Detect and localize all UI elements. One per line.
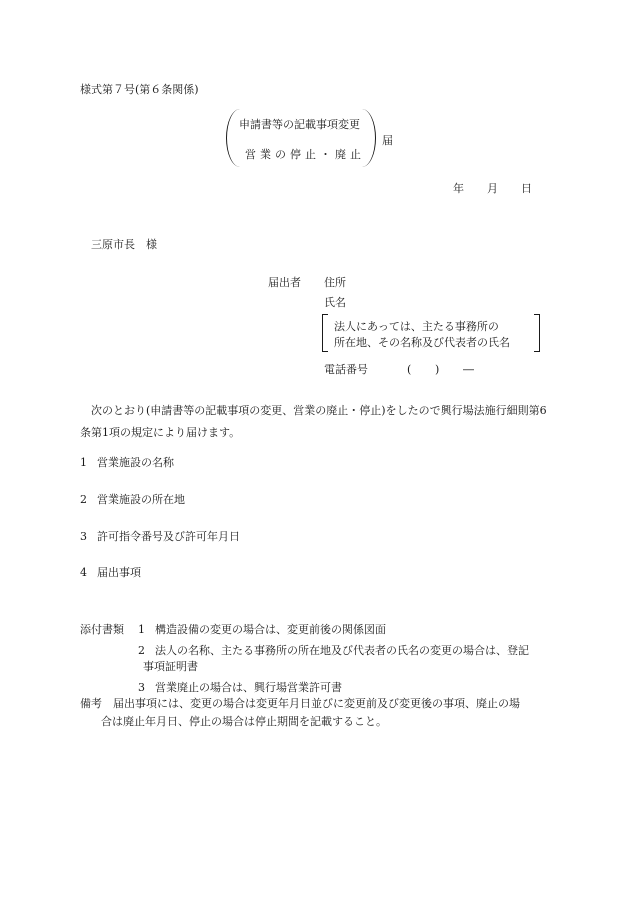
body-text: 次のとおり(申請書等の記載事項の変更、営業の廃止・停止)をしたので興行場法施行細則第6条第1項の規定により届けます。 bbox=[80, 404, 547, 439]
title-line-change: 申請書等の記載事項変更 bbox=[239, 118, 360, 131]
phone-open-paren: ( bbox=[407, 363, 412, 376]
date-month: 月 bbox=[487, 182, 498, 195]
addressee: 三原市長 様 bbox=[91, 238, 157, 251]
item-number: 2 bbox=[80, 493, 87, 506]
item-label: 届出事項 bbox=[97, 566, 141, 579]
item-number: 3 bbox=[80, 530, 87, 543]
date-year: 年 bbox=[453, 182, 464, 195]
attachment-text: 法人の名称、主たる事務所の所在地及び代表者の氏名の変更の場合は、登記 bbox=[155, 644, 529, 657]
attachment-text: 営業廃止の場合は、興行場営業許可書 bbox=[155, 681, 342, 694]
phone-close-paren: ) bbox=[435, 363, 440, 376]
form-number: 様式第７号(第６条関係) bbox=[80, 83, 199, 96]
remarks-label: 備考 bbox=[80, 697, 102, 710]
applicant-label: 届出者 bbox=[268, 276, 301, 289]
attachment-number: 1 bbox=[138, 623, 145, 636]
item-number: 4 bbox=[80, 566, 87, 579]
title-line-suspend: 営業の停止・廃止 bbox=[245, 148, 365, 161]
address-label: 住所 bbox=[324, 276, 346, 289]
phone-label: 電話番号 bbox=[324, 363, 368, 376]
name-label: 氏名 bbox=[324, 296, 346, 309]
attachment-number: 2 bbox=[138, 644, 145, 657]
corporate-note-line1: 法人にあっては、主たる事務所の bbox=[334, 320, 499, 333]
corporate-note-line2: 所在地、その名称及び代表者の氏名 bbox=[334, 336, 510, 349]
remarks-line1: 届出事項には、変更の場合は変更年月日並びに変更前及び変更後の事項、廃止の場 bbox=[113, 697, 520, 710]
attachment-number: 3 bbox=[138, 681, 145, 694]
attachment-text: 構造設備の変更の場合は、変更前後の関係図面 bbox=[155, 623, 386, 636]
attachment-text-continued: 事項証明書 bbox=[143, 660, 198, 673]
item-number: 1 bbox=[80, 456, 87, 469]
attachments-label: 添付書類 bbox=[80, 623, 124, 636]
date-day: 日 bbox=[521, 182, 532, 195]
item-label: 許可指令番号及び許可年月日 bbox=[97, 530, 240, 543]
item-label: 営業施設の名称 bbox=[97, 456, 174, 469]
title-suffix: 届 bbox=[382, 134, 393, 147]
remarks-line2: 合は廃止年月日、停止の場合は停止期間を記載すること。 bbox=[101, 715, 387, 728]
item-label: 営業施設の所在地 bbox=[97, 493, 185, 506]
phone-dash: ― bbox=[463, 363, 474, 376]
